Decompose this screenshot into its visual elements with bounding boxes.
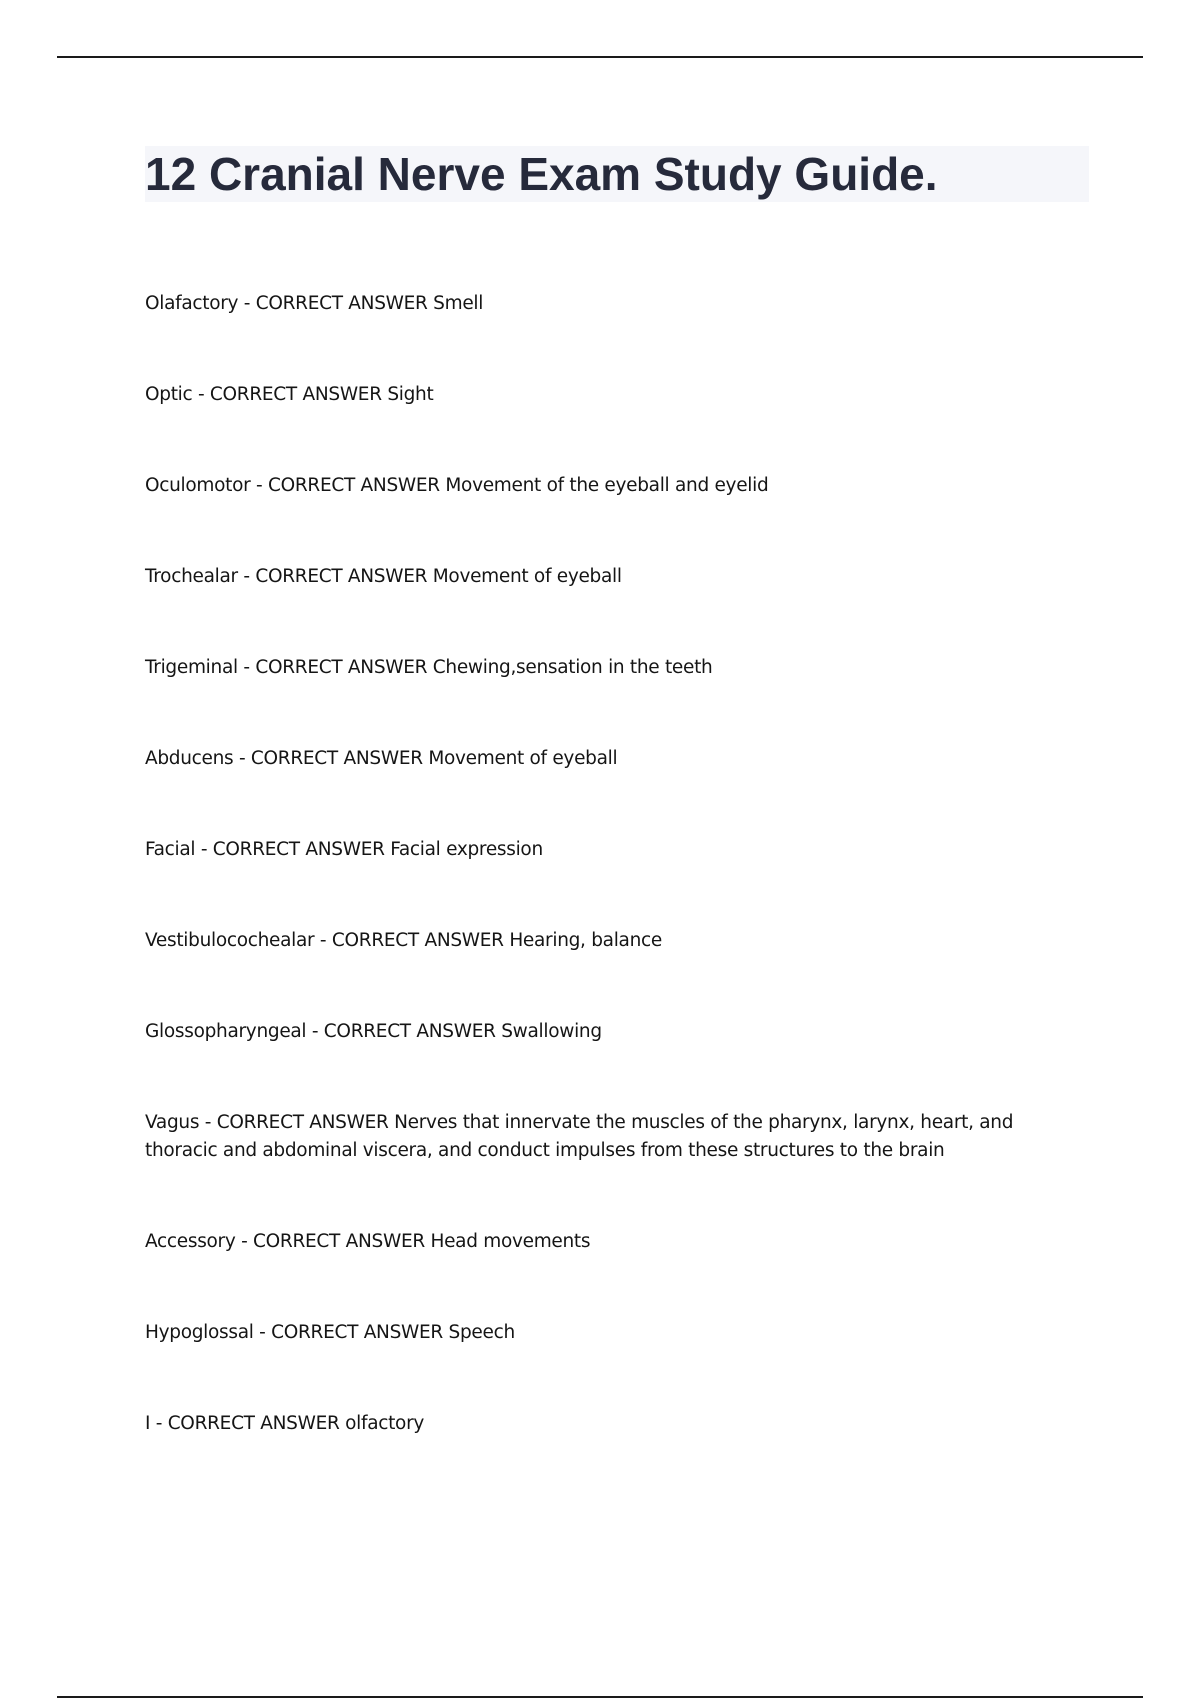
qa-item-trigeminal: Trigeminal - CORRECT ANSWER Chewing,sensation in the teeth (145, 657, 713, 678)
bottom-rule (57, 1696, 1143, 1698)
page-title: 12 Cranial Nerve Exam Study Guide. (145, 148, 938, 200)
qa-item-vestibulocochlear: Vestibulocochealar - CORRECT ANSWER Hearing, balance (145, 930, 662, 951)
top-rule (57, 56, 1143, 58)
qa-item-oculomotor: Oculomotor - CORRECT ANSWER Movement of the eyeball and eyelid (145, 475, 769, 496)
qa-item-vagus: Vagus - CORRECT ANSWER Nerves that innervate the muscles of the pharynx, larynx, heart, and thoracic and abdominal viscera, and conduct impulses from these structures to the brain (145, 1112, 1014, 1161)
qa-item-numeral-i: I - CORRECT ANSWER olfactory (145, 1413, 425, 1434)
qa-item-facial: Facial - CORRECT ANSWER Facial expression (145, 839, 543, 860)
qa-item-abducens: Abducens - CORRECT ANSWER Movement of eyeball (145, 748, 618, 769)
qa-item-olfactory: Olafactory - CORRECT ANSWER Smell (145, 293, 484, 314)
qa-item-glossopharyngeal: Glossopharyngeal - CORRECT ANSWER Swallowing (145, 1021, 602, 1042)
qa-item-optic: Optic - CORRECT ANSWER Sight (145, 384, 434, 405)
qa-item-hypoglossal: Hypoglossal - CORRECT ANSWER Speech (145, 1322, 515, 1343)
qa-list (145, 290, 1085, 1501)
qa-item-trochlear: Trochealar - CORRECT ANSWER Movement of eyeball (145, 566, 622, 587)
qa-item-accessory: Accessory - CORRECT ANSWER Head movements (145, 1231, 591, 1252)
